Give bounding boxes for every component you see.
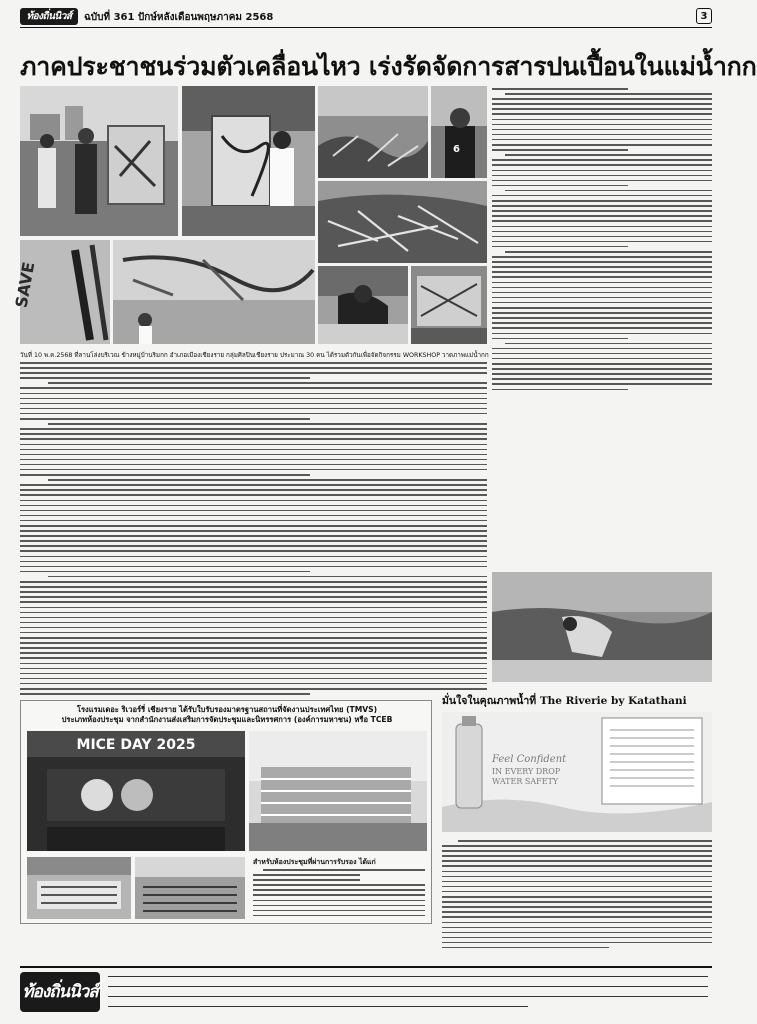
photo-water-bottle-ad bbox=[442, 712, 712, 832]
svg-text:Feel Confident: Feel Confident bbox=[492, 754, 567, 765]
riverie-heading-en: The Riverie by Katathani bbox=[539, 695, 687, 707]
mice-advertorial bbox=[20, 700, 432, 924]
photo-mice-day-stage bbox=[27, 731, 245, 851]
photo-speaker bbox=[431, 86, 487, 178]
svg-text:IN EVERY DROP: IN EVERY DROP bbox=[492, 767, 561, 776]
svg-text:SAVE: SAVE bbox=[11, 260, 39, 310]
newspaper-logo: ท้องถิ่นนิวส์ bbox=[20, 8, 78, 25]
photo-hotel-exterior bbox=[249, 731, 427, 851]
article-body-left bbox=[20, 362, 487, 698]
photo-meeting-room-2 bbox=[135, 857, 245, 919]
riverie-heading-th: มั่นใจในคุณภาพน้ำที่ bbox=[442, 695, 537, 707]
riverie-heading bbox=[442, 692, 712, 713]
mice-body bbox=[253, 869, 425, 920]
mice-title bbox=[27, 705, 427, 725]
photo-painting-easel bbox=[20, 86, 178, 236]
photo-art-display bbox=[411, 266, 487, 344]
photo-water-sampling bbox=[492, 572, 712, 682]
article-column-right bbox=[492, 88, 712, 394]
photo-painter-canvas bbox=[182, 86, 315, 236]
photo-man-painting bbox=[318, 266, 408, 344]
svg-text:6: 6 bbox=[453, 144, 460, 155]
photo-meeting-room-1 bbox=[27, 857, 131, 919]
page-number: 3 bbox=[696, 8, 712, 24]
photo-debris-sculpture bbox=[318, 181, 487, 263]
issue-info: ฉบับที่ 361 ปักษ์หลังเดือนพฤษภาคม 2568 bbox=[84, 12, 274, 23]
photo-save-painting bbox=[11, 240, 110, 344]
photo-painted-banner bbox=[113, 240, 315, 344]
masthead bbox=[20, 6, 712, 28]
svg-text:WATER SAFETY: WATER SAFETY bbox=[492, 777, 559, 786]
article-lead: วันที่ 10 พ.ค.2568 ที่ลานโล่งบริเวณ ข้างหมู่บ้านริมกก อำเภอเมืองเชียงราย กลุ่มศิลปินเชียงราย ประมาณ 30 คน ได้รวมตัวกันเพื่อจัดกิจกรรม WORKSHOP วาดภาพแม่น้ำกก bbox=[20, 352, 489, 359]
riverie-body bbox=[442, 840, 712, 952]
mice-day-banner: MICE DAY 2025 bbox=[76, 737, 196, 753]
mice-title-line1: โรงแรมเดอะ ริเวอร์รี่ เชียงราย ได้รับใบรับรองมาตรฐานสถานที่จัดงานประเทศไทย (TMVS) bbox=[76, 705, 378, 714]
mice-title-line2: ประเภทห้องประชุม จากสำนักงานส่งเสริมการจัดประชุมและนิทรรศการ (องค์การมหาชน) หรือ TCEB bbox=[61, 715, 393, 724]
headline: ภาคประชาชนร่วมตัวเคลื่อนไหว เร่งรัดจัดการสารปนเปื้อนในแม่น้ำกก bbox=[20, 52, 757, 81]
credits-footer bbox=[20, 966, 712, 1016]
mice-room-heading: สำหรับห้องประชุมที่ผ่านการรับรอง ได้แก่ bbox=[253, 858, 376, 866]
newspaper-logo-footer: ท้องถิ่นนิวส์ bbox=[20, 972, 100, 1012]
photo-riverside-debris bbox=[318, 86, 428, 178]
